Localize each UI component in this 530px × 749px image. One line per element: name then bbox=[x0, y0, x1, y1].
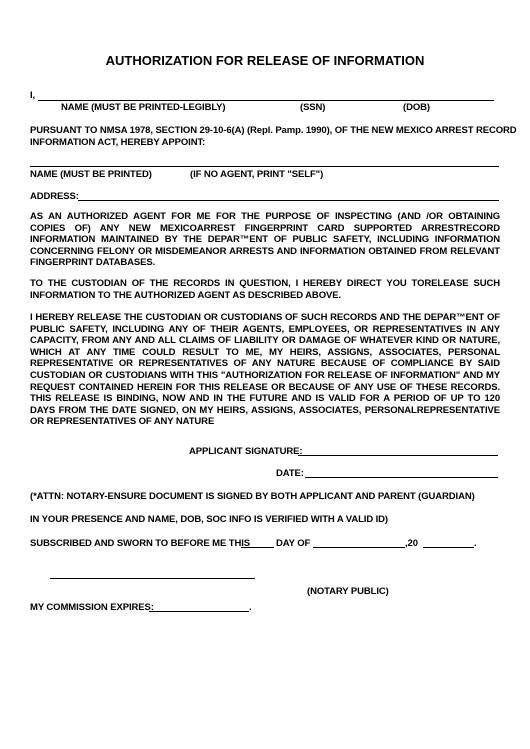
attn-line-2: IN YOUR PRESENCE AND NAME, DOB, SOC INFO IS VERIFIED WITH A VALID ID) bbox=[30, 514, 388, 525]
page-title: AUTHORIZATION FOR RELEASE OF INFORMATION bbox=[105, 53, 425, 68]
date-line[interactable] bbox=[305, 477, 498, 478]
notary-signature-line[interactable] bbox=[50, 578, 255, 579]
no-agent-label: (IF NO AGENT, PRINT "SELF") bbox=[190, 169, 324, 180]
name-printed-label: NAME (MUST BE PRINTED) bbox=[30, 169, 152, 180]
agent-name-line[interactable] bbox=[30, 166, 499, 167]
sworn-day-line[interactable] bbox=[241, 547, 274, 548]
address-label: ADDRESS: bbox=[30, 191, 79, 202]
name-legibly-label: NAME (MUST BE PRINTED-LEGIBLY) bbox=[61, 102, 226, 113]
pursuant-line-2: INFORMATION ACT, HEREBY APPOINT: bbox=[30, 137, 206, 148]
commission-line[interactable] bbox=[149, 611, 249, 612]
ssn-label: (SSN) bbox=[300, 102, 326, 113]
sworn-month-line[interactable] bbox=[313, 547, 405, 548]
custodian-paragraph: TO THE CUSTODIAN OF THE RECORDS IN QUESTION, I HEREBY DIRECT YOU TORELEASE SUCH INFORMATION TO THE AUTHORIZED AGENT AS DESCRIBED ABOVE. bbox=[30, 278, 500, 301]
sworn-end: . bbox=[474, 538, 477, 549]
attn-line-1: (*ATTN: NOTARY-ENSURE DOCUMENT IS SIGNED BY BOTH APPLICANT AND PARENT (GUARDIAN) bbox=[30, 491, 475, 502]
line-i-label: I, bbox=[30, 90, 36, 101]
commission-end: . bbox=[249, 602, 252, 613]
sworn-year-label: ,20 bbox=[405, 538, 418, 549]
notary-public-label: (NOTARY PUBLIC) bbox=[307, 586, 389, 597]
sworn-text: SUBSCRIBED AND SWORN TO BEFORE ME THIS bbox=[30, 538, 250, 549]
applicant-name-line[interactable] bbox=[38, 100, 494, 101]
address-line[interactable] bbox=[78, 200, 499, 201]
sworn-day-label: DAY OF bbox=[276, 538, 311, 549]
commission-label: MY COMMISSION EXPIRES: bbox=[30, 602, 154, 613]
applicant-signature-label: APPLICANT SIGNATURE: bbox=[189, 446, 303, 457]
pursuant-line-1: PURSUANT TO NMSA 1978, SECTION 29-10-6(A) (Repl. Pamp. 1990), OF THE NEW MEXICO ARREST RECORD bbox=[30, 125, 517, 136]
date-label: DATE: bbox=[276, 468, 304, 479]
applicant-signature-line[interactable] bbox=[298, 455, 498, 456]
sworn-year-line[interactable] bbox=[423, 547, 474, 548]
agent-paragraph: AS AN AUTHORIZED AGENT FOR ME FOR THE PURPOSE OF INSPECTING (AND /OR OBTAINING COPIES OF) ANY NEW MEXICOARREST FINGERPRINT CARD SUPPORTED ARRESTRECORD INFORMATION MAINTAINED BY THE DEPAR™ENT OF PUBLIC SAFETY, INCLUDING INFORMATION CONCERNING FELONY OR MISDEMEANOR ARRESTS AND INFORMATION OBTAINED FROM RELEVANT FINGERPRINT DATABASES. bbox=[30, 211, 500, 269]
dob-label: (DOB) bbox=[403, 102, 430, 113]
release-paragraph: I HEREBY RELEASE THE CUSTODIAN OR CUSTODIANS OF SUCH RECORDS AND THE DEPAR™ENT OF PUBLIC SAFETY, INCLUDING ANY OF THEIR AGENTS, EMPLOYEES, OR REPRESENTATIVES IN ANY CAPACITY, FROM ANY AND ALL CLAIMS OF LIABILITY OR DAMAGE OF WHATEVER KIND OR NATURE, WHICH AT ANY TIME COULD RESULT TO ME, MY HEIRS, ASSIGNS, ASSOCIATES, PERSONAL REPRESENTATIVE OR REPRESENTATIVES OF ANY NATURE BECAUSE OF COMPLIANCE BY SAID CUSTODIAN OR CUSTODIANS WITH THIS "AUTHORIZATION FOR RELEASE OF INFORMATION" AND MY REQUEST CONTAINED HEREIN FOR THIS RELEASE OR BECAUSE OF ANY USE OF THESE RECORDS. THIS RELEASE IS BINDING, NOW AND IN THE FUTURE AND IS VALID FOR A PERIOD OF UP TO 120 DAYS FROM THE DATE SIGNED, ON MY HEIRS, ASSIGNS, ASSOCIATES, PERSONALREPRESENTATIVE OR REPRESENTATIVES OF ANY NATURE bbox=[30, 312, 500, 428]
